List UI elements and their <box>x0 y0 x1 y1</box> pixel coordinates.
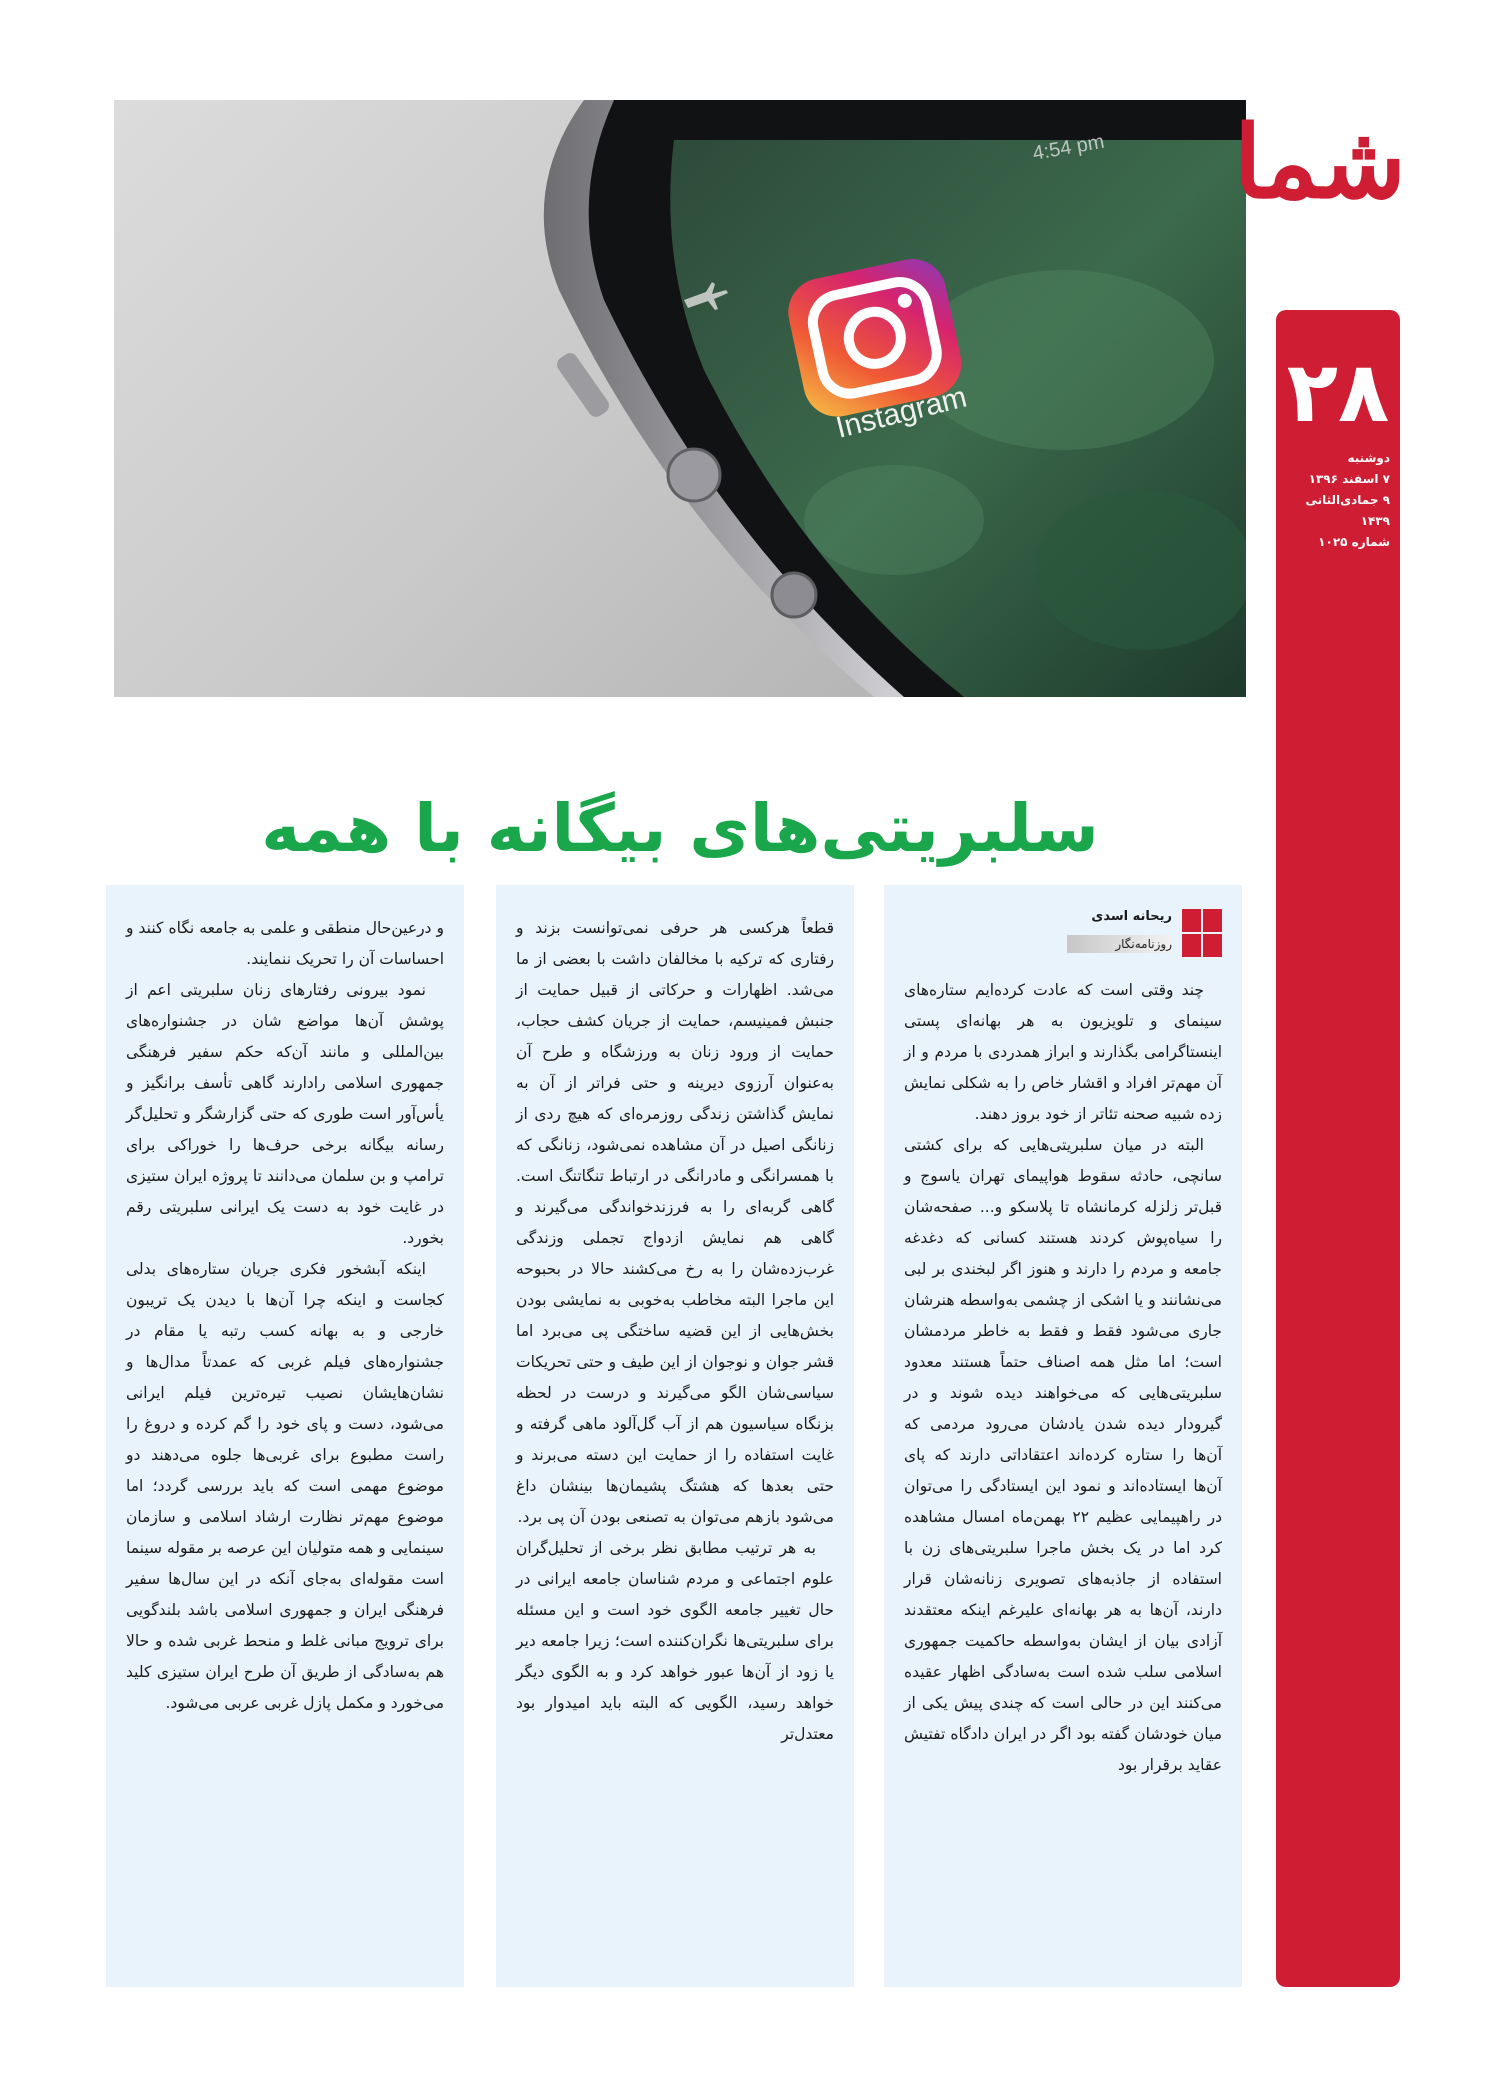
issue-meta <box>1280 448 1390 553</box>
masthead-logo: شما <box>1233 103 1406 221</box>
issue-day: دوشنبه <box>1347 451 1390 465</box>
paragraph: به هر ترتیب مطابق نظر برخی از تحلیل‌گران علوم اجتماعی و مردم شناسان جامعه ایرانی در حال تغییر جامعه الگوی خود است و این مسئله برای سلبریتی‌ها نگران‌کننده است؛ زیرا جامعه دیر یا زود از آن‌ها عبور خواهد کرد و به الگوی دیگر خواهد رسید، الگویی که البته باید امیدوار بود معتدل‌تر <box>516 1539 834 1743</box>
issue-date-hijri: ۹ جمادی‌الثانی ۱۴۳۹ <box>1305 493 1390 528</box>
paragraph: اینکه آبشخور فکری جریان ستاره‌های بدلی کجاست و اینکه چرا آن‌ها با دیدن یک تریبون خارجی و به بهانه کسب رتبه یا مقام در جشنواره‌های فیلم غربی که عمدتاً مدال‌ها و نشان‌هایشان نصیب تیره‌ترین فیلم ایرانی می‌شود، دست و پای خود را گم کرده و دروغ را راست مطبوع برای غربی‌ها جلوه می‌دهند دو موضوع مهمی است که باید بررسی گردد؛ اما موضوع مهم‌تر نظارت ارشاد اسلامی و سازمان سینمایی و همه متولیان این عرصه بر مقوله سینما است مقوله‌ای به‌جای آنکه در این سال‌ها سفیر فرهنگی ایران و جمهوری اسلامی باشد بلندگویی برای ترویج مبانی غلط و منحط غربی شده و حالا هم به‌سادگی از طریق آن طرح ایران ستیزی کلید می‌خورد و مکمل پازل غربی عربی می‌شود. <box>126 1260 444 1712</box>
paragraph: البته در میان سلبریتی‌هایی که برای کشتی سانچی، حادثه سقوط هواپیمای تهران یاسوج و قبل‌تر زلزله کرمانشاه تا پلاسکو و... صفحه‌شان را سیاه‌پوش کردند هستند کسانی که دغدغه جامعه و مردم را دارند و هنوز اگر لبخندی بر لبی می‌نشانند و یا اشکی از چشمی به‌واسطه هنرشان جاری می‌شود فقط و فقط به خاطر مردمشان است؛ اما مثل همه اصناف حتماً هستند معدود سلبریتی‌هایی که می‌خواهند دیده شوند و در گیرودار دیده شدن یادشان می‌رود مردمی که آن‌ها را ستاره کرده‌اند اعتقاداتی دارند که پای آن‌ها ایستاده‌اند و نمود این ایستادگی را می‌توان در راهپیمایی عظیم ۲۲ بهمن‌ماه امسال مشاهده کرد اما در یک بخش ماجرا سلبریتی‌های زن با استفاده از جاذبه‌های تصویری زنانه‌شان قرار دارند، آن‌ها به هر بهانه‌ای علیرغم اینکه معتقدند آزادی بیان از ایشان به‌واسطه حاکمیت جمهوری اسلامی سلب شده است به‌سادگی اظهار عقیده می‌کنند این در حالی است که چندی پیش یکی از میان خودشان گفته بود اگر در ایران دادگاه تفتیش عقاید برقرار بود <box>904 1136 1222 1774</box>
article-column-2 <box>496 885 854 1987</box>
issue-date-persian: ۷ اسفند ۱۳۹۶ <box>1308 472 1390 486</box>
paragraph: قطعاً هرکسی هر حرفی نمی‌توانست بزند و رفتاری که ترکیه با مخالفان داشت با بعضی از ما می‌شد. اظهارات و حرکاتی از قبیل حمایت از جنبش فمینیسم، حمایت از جریان کشف حجاب، حمایت از ورود زنان به ورزشگاه و طرح آن به‌عنوان آرزوی دیرینه و حتی فراتر از آن به نمایش گذاشتن زندگی روزمره‌ای که هیچ ردی از زنانگی اصیل در آن مشاهده نمی‌شود، زنانگی که با همسرانگی و مادرانگی در ارتباط تنگاتنگ است. گاهی گربه‌ای را به فرزندخواندگی می‌گیرند و گاهی هم نمایش ازدواج تجملی وزندگی غرب‌زده‌شان را به رخ می‌کشند حالا در بحبوحه این ماجرا البته مخاطب به‌خوبی به نمایشی بودن بخش‌هایی از این قضیه ساختگی پی می‌برد اما قشر جوان و نوجوان از این طیف و حتی تحریکات سیاسی‌شان الگو می‌گیرند و درست در لحظه بزنگاه سیاسیون هم از آب گل‌آلود ماهی گرفته و غایت استفاده را از حمایت این دسته می‌برند و حتی بعدها که هشتگ پشیمان‌ها بینشان داغ می‌شود بازهم می‌توان به تصنعی بودن آن پی برد. <box>516 919 834 1526</box>
author-byline <box>904 909 1222 967</box>
author-name: ریحانه اسدی <box>1091 909 1172 924</box>
author-role: روزنامه‌نگار <box>1067 935 1172 953</box>
article-headline: سلبریتی‌های بیگانه با همه <box>261 790 1099 868</box>
paragraph: چند وقتی است که عادت کرده‌ایم ستاره‌های سینمای و تلویزیون به هر بهانه‌ای پستی اینستاگرامی بگذارند و ابراز همدردی با مردم و از آن مهم‌تر افراد و اقشار خاص را به شکلی نمایش زده شبیه صحنه تئاتر از خود بروز دهند. <box>904 981 1222 1123</box>
article-column-3 <box>106 885 464 1987</box>
issue-number: ۲۸ <box>1286 343 1390 441</box>
phone-illustration <box>114 100 1246 697</box>
status-time: 4:54 pm <box>1031 130 1107 165</box>
paragraph: نمود بیرونی رفتارهای زنان سلبریتی اعم از پوشش آن‌ها مواضع شان در جشنواره‌های بین‌المللی و مانند آن‌که حکم سفیر فرهنگی جمهوری اسلامی رادارند گاهی تأسف برانگیز و یأس‌آور است طوری که حتی گزارشگر و تحلیل‌گر رسانه بیگانه برخی حرف‌ها را خوراکی برای ترامپ و بن سلمان می‌دانند تا پروژه ایران ستیزی در غایت خود به دست یک ایرانی سلبریتی رقم بخورد. <box>126 981 444 1247</box>
paragraph: و درعین‌حال منطقی و علمی به جامعه نگاه کنند و احساسات آن را تحریک ننمایند. <box>126 919 444 968</box>
issue-label: شماره ۱۰۲۵ <box>1318 535 1390 549</box>
issue-sidebar <box>1276 310 1400 1987</box>
author-grid-icon <box>1182 909 1222 957</box>
article-column-1 <box>884 885 1242 1987</box>
hero-photo <box>114 100 1246 697</box>
app-label: Instagram <box>832 380 971 445</box>
